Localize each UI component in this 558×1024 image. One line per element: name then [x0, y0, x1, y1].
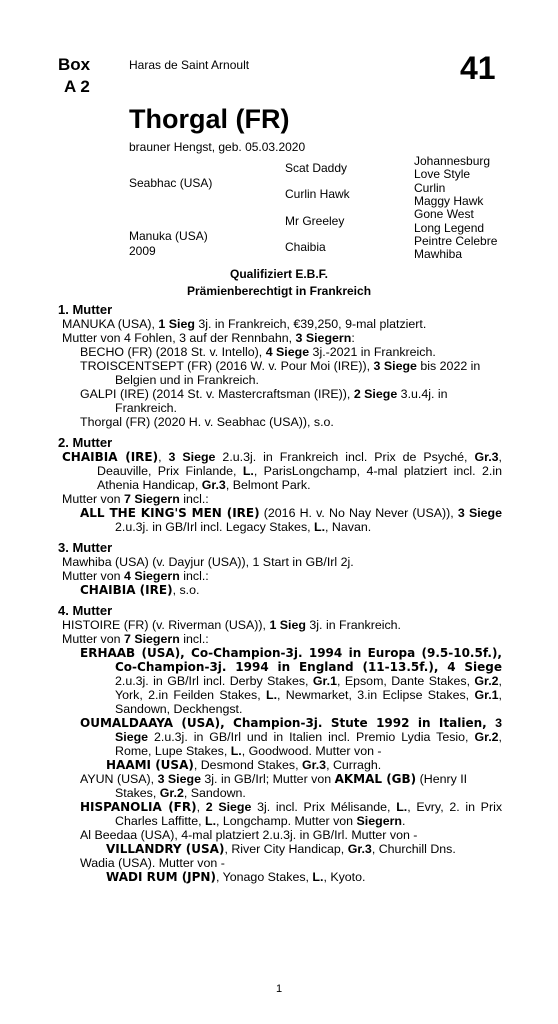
section-title: 2. Mutter — [58, 435, 113, 450]
fourth-dam-section — [58, 603, 502, 884]
produce-entry: Al Beedaa (USA), 4-mal platziert 2.u.3j. in GB/Irl. Mutter von - — [80, 828, 418, 842]
produce-entry: Thorgal (FR) (2020 H. v. Seabhac (USA)), s.o. — [80, 415, 334, 429]
text: , — [196, 800, 206, 814]
produce-entry — [80, 583, 502, 597]
breeder: Haras de Saint Arnoult — [129, 58, 250, 72]
text: , Longchamp. Mutter von — [216, 814, 357, 828]
pedigree-gen2: Chaibia — [285, 240, 326, 254]
text: Mutter von — [62, 492, 124, 506]
win-count: 4 Siege — [265, 345, 310, 359]
text: incl.: — [179, 632, 209, 646]
grade: L. — [396, 800, 408, 814]
text: HISTOIRE (FR) (v. Riverman (USA)), — [62, 618, 266, 632]
text: 3j. in GB/Irl; Mutter von — [200, 772, 335, 786]
win-count: 1 Sieg — [269, 618, 306, 632]
text: , River City Handicap, — [224, 842, 348, 856]
text: 2.u.3j. in GB/Irl und in Italien incl. Premio Lydia Tesio, — [148, 730, 475, 744]
text: Mutter von — [62, 569, 124, 583]
text: 2.u.3j. in GB/Irl incl. Legacy Stakes, — [115, 520, 315, 534]
pedigree-gen2: Scat Daddy — [285, 161, 348, 175]
horse-name: HAAMI (USA) — [106, 758, 194, 772]
horse-name: VILLANDRY (USA) — [106, 842, 225, 856]
horse-name: ERHAAB (USA), Co-Champion-3j. 1994 in Europa (9.5-10.5f.), Co-Champion-3j. 1994 in England (11-13.5f.), 4 Siege — [80, 646, 502, 674]
text: , Belmont Park. — [225, 478, 311, 492]
horse-name: CHAIBIA (IRE) — [62, 450, 159, 464]
text: , Goodwood. Mutter von - — [241, 744, 382, 758]
section-title: 3. Mutter — [58, 540, 113, 555]
lot-number: 41 — [460, 50, 496, 86]
produce-entry — [106, 758, 502, 772]
produce-entry — [80, 772, 502, 800]
pedigree-gen3: Mawhiba — [414, 247, 463, 261]
text: 2.u.3j. in Frankreich incl. Prix de Psyché, — [215, 450, 475, 464]
grade: Gr.3 — [474, 450, 499, 464]
produce-entry — [80, 506, 502, 534]
grade: L. — [242, 464, 254, 478]
horse-name: Thorgal (FR) — [129, 104, 290, 134]
dam-produce — [62, 331, 502, 345]
pedigree-sire: Seabhac (USA) — [129, 176, 213, 190]
grade: Gr.1 — [312, 674, 337, 688]
dam-produce — [62, 569, 502, 583]
text: : — [351, 331, 355, 345]
text: , Curragh. — [326, 758, 382, 772]
dam-produce — [62, 492, 502, 506]
text: , Epsom, Dante Stakes, — [336, 674, 475, 688]
produce-entry — [80, 345, 502, 359]
dam-record: Mawhiba (USA) (v. Dayjur (USA)), 1 Start in GB/Irl 2j. — [62, 555, 354, 569]
text: bis 2022 in Belgien und in Frankreich. — [115, 359, 481, 387]
text: 3.u.4j. in Frankreich. — [115, 387, 448, 415]
pedigree-gen3: Love Style — [414, 167, 471, 181]
produce-entry: Wadia (USA). Mutter von - — [80, 856, 225, 870]
win-count: 3 Siege — [157, 772, 201, 786]
text: . — [401, 814, 406, 828]
text: , Kyoto. — [323, 870, 366, 884]
text: 3j. incl. Prix Mélisande, — [251, 800, 397, 814]
win-count: 2 Siege — [205, 800, 252, 814]
text: Mutter von — [62, 632, 124, 646]
dam-line — [58, 302, 502, 890]
page-number: 1 — [275, 983, 283, 995]
produce-entry — [106, 842, 502, 856]
pedigree-gen3: Johannesburg — [414, 154, 491, 168]
text: , s.o. — [172, 583, 200, 597]
pedigree-dam: Manuka (USA) — [129, 229, 208, 243]
horse-name: AKMAL (GB) — [334, 772, 417, 786]
text: GALPI (IRE) (2014 St. v. Mastercraftsman (IRE)), — [80, 387, 351, 401]
qualification: Prämienberechtigt in Frankreich — [186, 284, 372, 298]
dam-produce — [62, 632, 502, 646]
text: Mutter von 4 Fohlen, 3 auf der Rennbahn, — [62, 331, 293, 345]
win-count: 3 Siege — [457, 506, 502, 520]
text: 3j. in Frankreich. — [305, 618, 401, 632]
text: , Sandown. — [183, 786, 246, 800]
grade: Gr.2 — [159, 786, 184, 800]
text: BECHO (FR) (2018 St. v. Intello), — [80, 345, 263, 359]
horse-description: brauner Hengst, geb. 05.03.2020 — [129, 140, 306, 154]
text: , York, 2.in Feilden Stakes, — [115, 674, 502, 702]
pedigree-gen3: Long Legend — [414, 221, 485, 235]
dam-record — [62, 618, 502, 632]
pedigree-gen3: Maggy Hawk — [414, 194, 484, 208]
dam-record — [62, 317, 502, 331]
grade: L. — [312, 870, 324, 884]
text: incl.: — [179, 492, 209, 506]
grade: L. — [230, 744, 242, 758]
text: 3j. in Frankreich, €39,250, 9-mal platziert. — [194, 317, 427, 331]
grade: Gr.2 — [474, 674, 499, 688]
grade: L. — [266, 688, 278, 702]
section-title: 4. Mutter — [58, 603, 113, 618]
text: (2016 H. v. No Nay Never (USA)), — [259, 506, 458, 520]
dam-record — [62, 450, 502, 492]
qualification: Qualifiziert E.B.F. — [229, 267, 328, 281]
section-title: 1. Mutter — [58, 302, 113, 317]
win-count: 3 Siege — [373, 359, 417, 373]
grade: Gr.3 — [347, 842, 372, 856]
grade: L. — [314, 520, 326, 534]
win-count: 3 Siege — [115, 716, 502, 744]
produce-entry — [80, 716, 502, 758]
pedigree-gen2: Mr Greeley — [285, 214, 345, 228]
pedigree-gen3: Gone West — [414, 207, 474, 221]
horse-name: HISPANOLIA (FR) — [80, 800, 197, 814]
produce-entry — [80, 387, 502, 415]
winners-count: 7 Siegern — [123, 632, 180, 646]
pedigree-gen2: Curlin Hawk — [285, 187, 350, 201]
winners-count: 4 Siegern — [123, 569, 180, 583]
grade: Gr.3 — [201, 478, 226, 492]
win-count: 3 Siege — [168, 450, 216, 464]
horse-name: OUMALDAAYA (USA), Champion-3j. Stute 1992 in Italien, — [80, 716, 496, 730]
text: , Deauville, Prix Finlande, — [97, 450, 502, 478]
text: , Yonago Stakes, — [215, 870, 313, 884]
pedigree-gen3: Peintre Celebre — [414, 234, 498, 248]
produce-entry — [80, 800, 502, 828]
produce-entry — [106, 870, 502, 884]
text: , Desmond Stakes, — [193, 758, 302, 772]
text: , ParisLongchamp, 4-mal platziert incl. 2.in Athenia Handicap, — [97, 464, 502, 492]
text: , Sandown, Deckhengst. — [115, 688, 502, 716]
grade: Gr.2 — [474, 730, 499, 744]
box-label — [58, 54, 90, 98]
grade: L. — [205, 814, 217, 828]
text: incl.: — [179, 569, 209, 583]
winners-count: 7 Siegern — [123, 492, 180, 506]
text: MANUKA (USA), — [62, 317, 155, 331]
produce-entry — [80, 359, 502, 387]
box-number: A 2 — [64, 77, 90, 96]
second-dam-section — [58, 435, 502, 534]
text: 2.u.3j. in GB/Irl incl. Derby Stakes, — [115, 674, 313, 688]
winners-count: 3 Siegern — [295, 331, 352, 345]
text: , Evry, 2. in Prix Charles Laffitte, — [115, 800, 503, 828]
pedigree-gen3: Curlin — [414, 181, 446, 195]
text: TROISCENTSEPT (FR) (2016 W. v. Pour Moi (IRE)), — [80, 359, 371, 373]
pedigree-dam-year: 2009 — [129, 244, 156, 258]
horse-name: WADI RUM (JPN) — [106, 870, 216, 884]
produce-entry — [80, 646, 502, 716]
text: AYUN (USA), — [80, 772, 158, 786]
text: , Churchill Dns. — [371, 842, 456, 856]
win-count: 2 Siege — [353, 387, 398, 401]
text: , Newmarket, 3.in Eclipse Stakes, — [277, 688, 475, 702]
grade: Gr.1 — [474, 688, 499, 702]
third-dam-section — [58, 540, 502, 597]
winners-count: Siegern — [356, 814, 402, 828]
horse-name: ALL THE KING'S MEN (IRE) — [80, 506, 260, 520]
box-title: Box — [58, 55, 91, 74]
win-count: 1 Sieg — [158, 317, 195, 331]
text: (Henry II Stakes, — [115, 772, 468, 800]
horse-name: CHAIBIA (IRE) — [80, 583, 173, 597]
first-dam-section — [58, 302, 502, 429]
text: , — [158, 450, 169, 464]
text: , Rome, Lupe Stakes, — [115, 730, 502, 758]
grade: Gr.3 — [301, 758, 327, 772]
text: , Navan. — [325, 520, 372, 534]
text: 3j.-2021 in Frankreich. — [309, 345, 436, 359]
